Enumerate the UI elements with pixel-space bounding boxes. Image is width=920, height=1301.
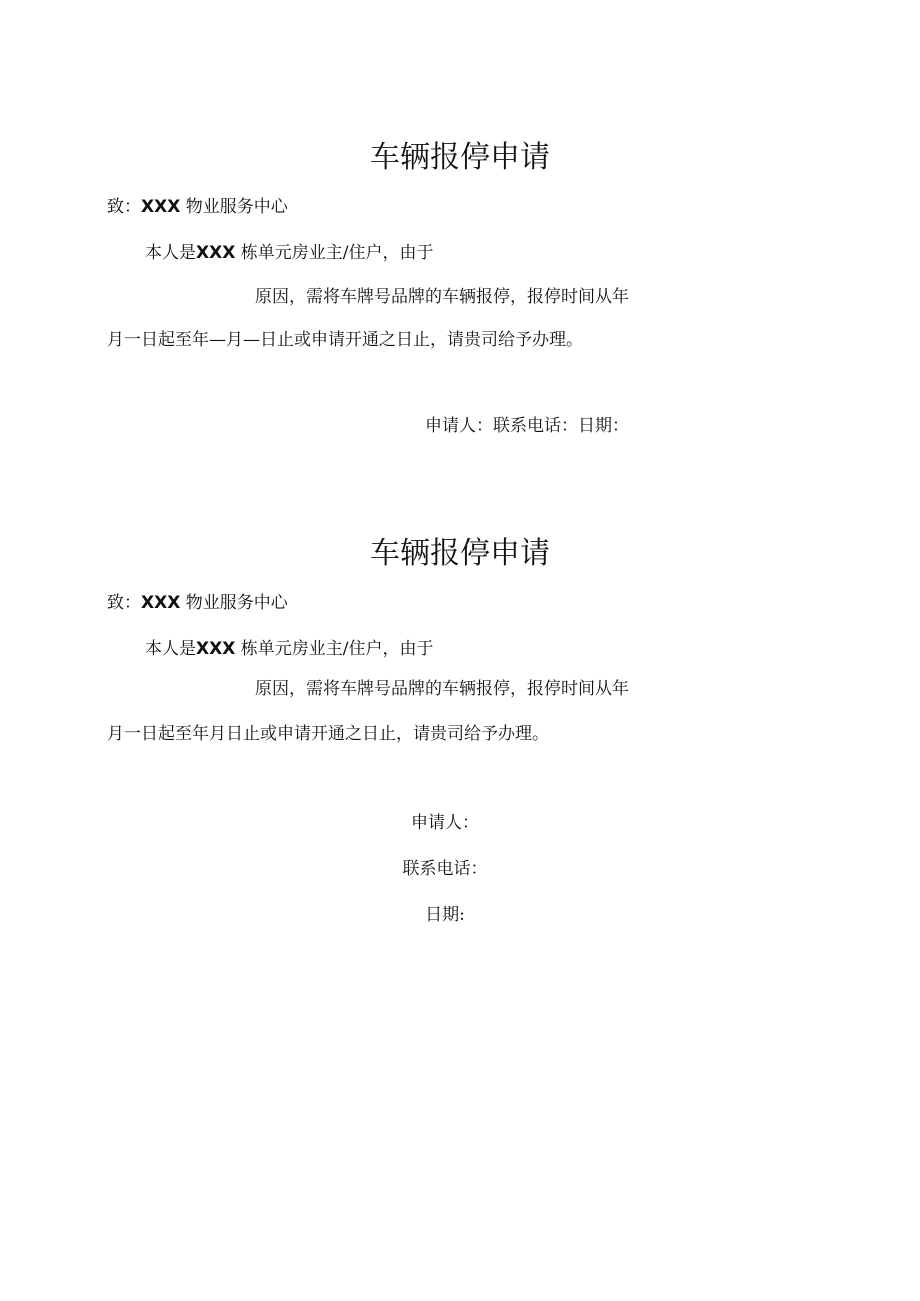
letter2-applicant-label: 申请人： (411, 813, 479, 833)
letter2-to-prefix: 致： (107, 593, 141, 613)
letter1-to-suffix: 物业服务中心 (185, 197, 288, 217)
letter1-intro-name: XXX (196, 243, 236, 263)
letter2-intro-prefix: 本人是 (145, 639, 196, 659)
letter2-to-suffix: 物业服务中心 (185, 593, 288, 613)
letter2-intro-suffix: 栋单元房业主/住户，由于 (240, 639, 434, 659)
letter2-period-line: 月一日起至年月日止或申请开通之日止，请贵司给予办理。 (107, 724, 549, 744)
letter1-intro-line (145, 243, 433, 263)
letter1-to-prefix: 致： (107, 197, 141, 217)
letter1-signature-line: 申请人：联系电话：日期： (425, 416, 629, 436)
letter1-intro-suffix: 栋单元房业主/住户，由于 (240, 243, 434, 263)
letter2-title: 车辆报停申请 (370, 536, 550, 571)
letter2-intro-name: XXX (196, 639, 236, 659)
letter1-title: 车辆报停申请 (370, 140, 550, 175)
letter2-phone-label: 联系电话： (402, 859, 488, 879)
letter2-to-name: XXX (141, 593, 181, 613)
letter2-recipient-line (107, 593, 288, 613)
letter1-reason-line: 原因，需将车牌号品牌的车辆报停，报停时间从年 (255, 287, 629, 307)
letter1-recipient-line (107, 197, 288, 217)
letter2-reason-line: 原因，需将车牌号品牌的车辆报停，报停时间从年 (255, 679, 629, 699)
letter1-period-line: 月一日起至年—月—日止或申请开通之日止，请贵司给予办理。 (107, 330, 583, 350)
letter2-intro-line (145, 639, 433, 659)
letter1-to-name: XXX (141, 197, 181, 217)
letter1-intro-prefix: 本人是 (145, 243, 196, 263)
letter2-date-label: 日期: (425, 905, 465, 925)
